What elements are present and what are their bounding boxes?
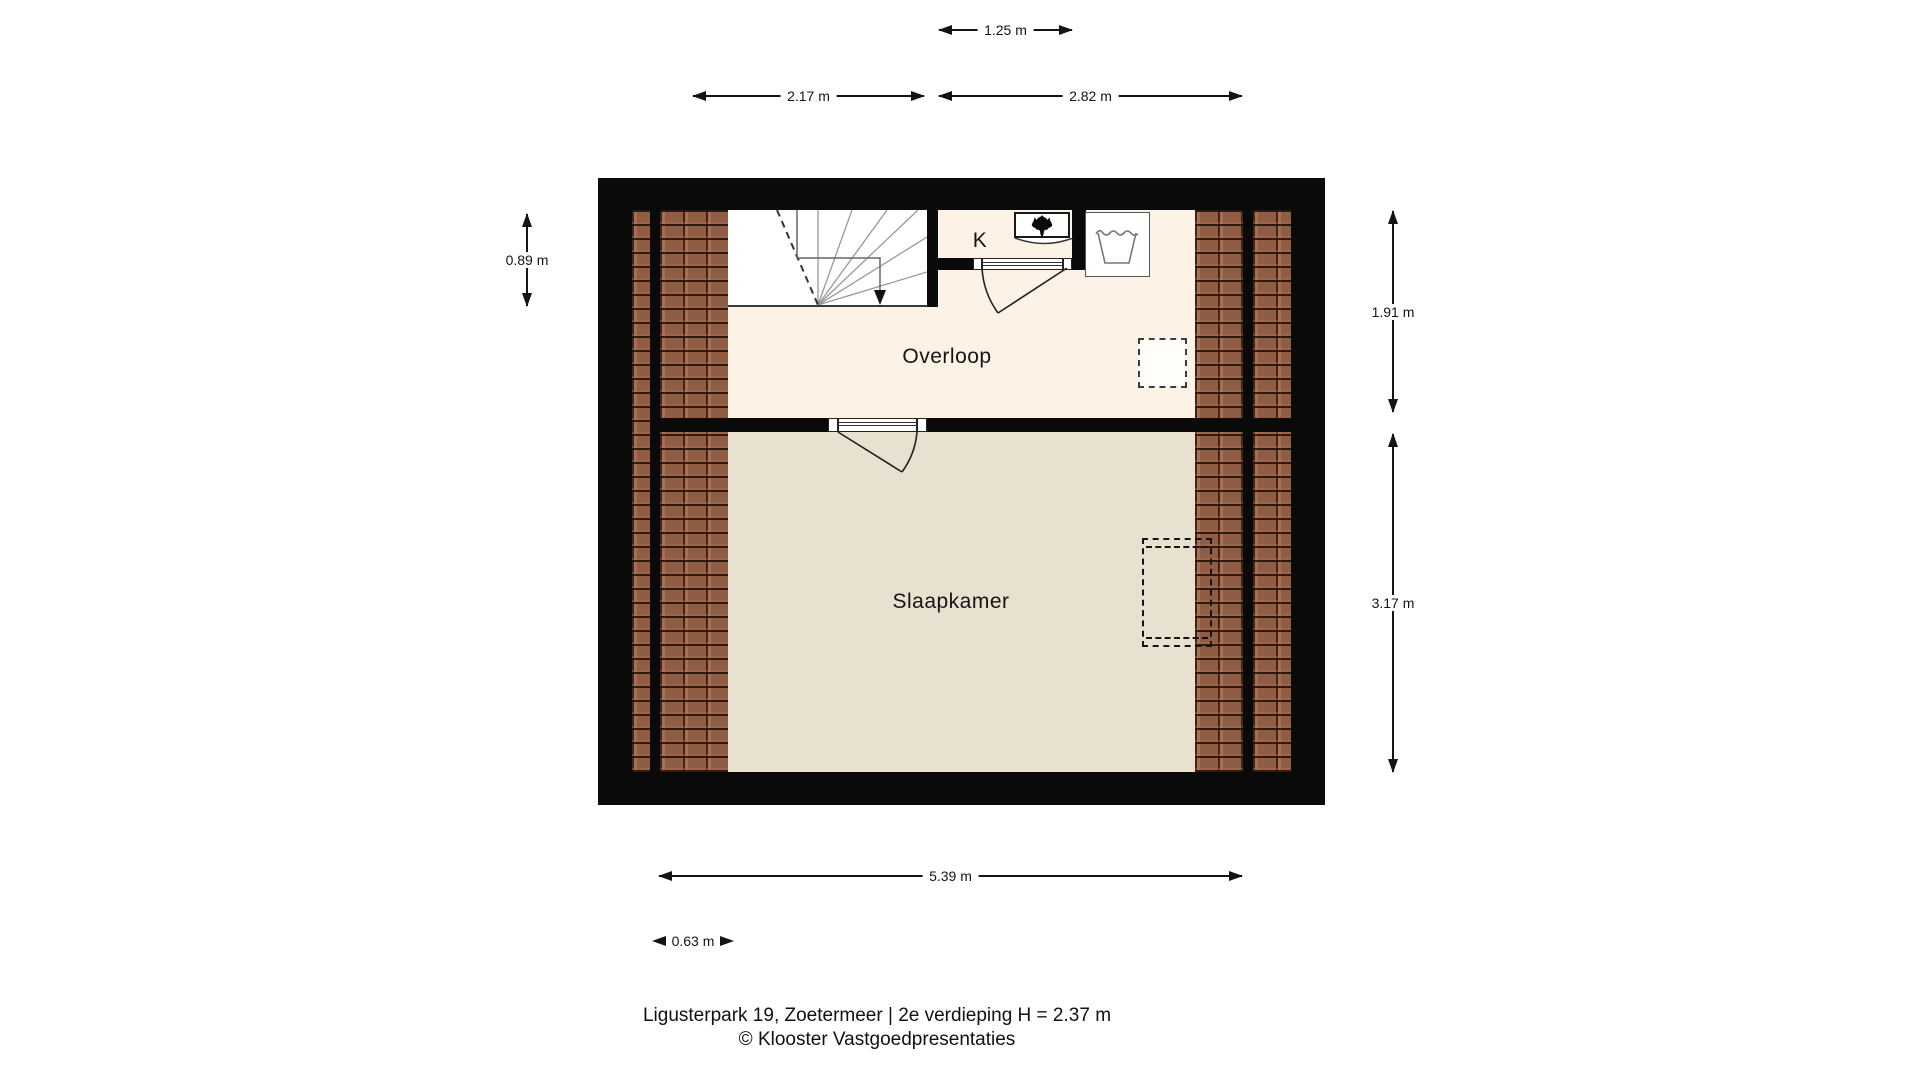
dim-label: 0.63 m <box>671 933 715 949</box>
mv-unit <box>1014 212 1070 238</box>
arrow-down-icon <box>1388 399 1398 413</box>
arrow-down-icon <box>1388 759 1398 773</box>
dim-label: 0.89 m <box>499 252 556 268</box>
room-label-closet: K <box>972 229 988 252</box>
caption <box>643 1004 1111 1052</box>
arrow-right-icon <box>1229 871 1243 881</box>
roof-band-left-outer <box>632 210 650 772</box>
stair-direction-arrow <box>874 290 886 305</box>
dim-label: 5.39 m <box>922 868 979 884</box>
dashed-dormer-line-bottom <box>1146 637 1208 639</box>
dim-landing-width <box>938 88 1243 104</box>
arrow-right-icon <box>911 91 925 101</box>
caption-credit: © Klooster Vastgoedpresentaties <box>738 1029 1016 1050</box>
door-swing-slaapkamer <box>826 430 936 478</box>
dashed-dormer-overloop <box>1138 338 1187 388</box>
room-label-slaapkamer: Slaapkamer <box>892 590 1010 613</box>
dim-label: 1.91 m <box>1365 304 1422 320</box>
floorplan-drawing <box>598 178 1325 805</box>
dim-label: 1.25 m <box>977 22 1034 38</box>
dim-label: 2.82 m <box>1062 88 1119 104</box>
caption-address: Ligusterpark 19, Zoetermeer | 2e verdieping H = 2.37 m <box>642 1005 1112 1026</box>
dim-bedroom-depth <box>1371 433 1415 773</box>
wall-closet-right <box>1072 210 1086 270</box>
staircase <box>728 210 927 307</box>
dim-stairs-width <box>692 88 925 104</box>
dim-closet-width <box>938 22 1073 38</box>
dashed-dormer-slaapkamer <box>1142 538 1212 647</box>
arrow-right-icon <box>720 936 734 946</box>
room-label-overloop: Overloop <box>902 345 992 368</box>
dim-label: 2.17 m <box>780 88 837 104</box>
roof-band-right-inner <box>1195 210 1243 772</box>
arrow-down-icon <box>522 293 532 307</box>
dim-label: 3.17 m <box>1365 595 1422 611</box>
washing-machine <box>1085 212 1150 277</box>
door-swing-k <box>973 268 1073 320</box>
dim-total-width <box>658 868 1243 884</box>
arrow-right-icon <box>1229 91 1243 101</box>
mv-unit-icon <box>1029 214 1055 238</box>
mv-unit-front-arc <box>1014 238 1074 250</box>
arrow-right-icon <box>1059 25 1073 35</box>
roof-band-right-outer <box>1253 210 1291 772</box>
wall-divider <box>650 418 1293 432</box>
staircase-icon <box>728 210 927 305</box>
dim-landing-depth <box>1371 210 1415 413</box>
wall-stairs-closet <box>927 210 938 307</box>
wall-closet-bottom <box>938 258 975 270</box>
dim-roof-band-width <box>652 933 734 949</box>
dim-stairs-depth <box>505 213 549 307</box>
arrow-left-icon <box>652 936 666 946</box>
dashed-dormer-line-top <box>1146 546 1208 548</box>
washing-machine-icon <box>1086 213 1148 275</box>
roof-band-left-inner <box>660 210 728 772</box>
